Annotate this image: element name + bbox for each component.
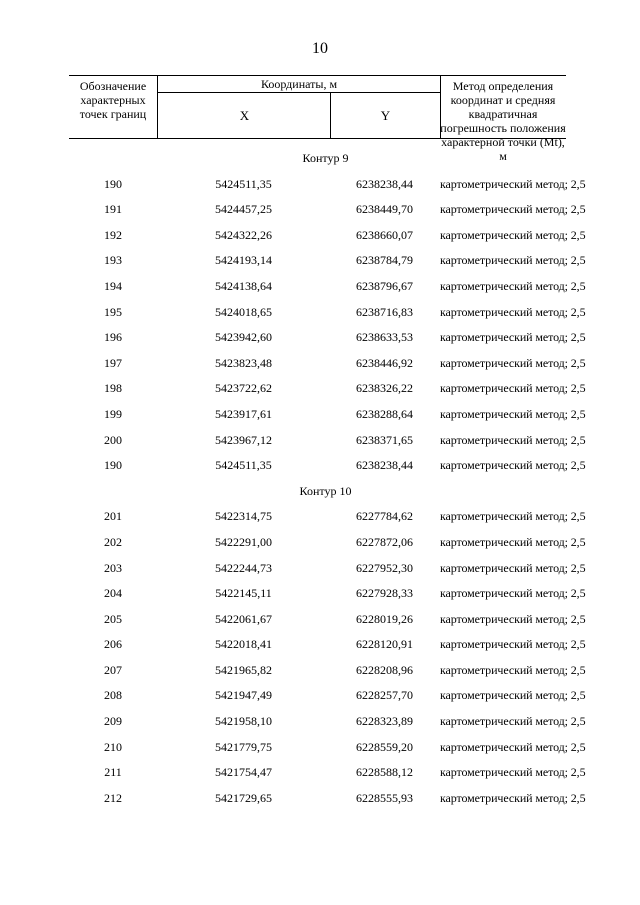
coord-x: 5421729,65	[215, 790, 272, 805]
coord-x: 5421779,75	[215, 739, 272, 754]
coord-x: 5423722,62	[215, 381, 272, 396]
method-cell: картометрический метод; 2,5	[440, 406, 586, 421]
coord-x: 5424457,25	[215, 202, 272, 217]
point-number: 206	[104, 637, 122, 652]
coord-y: 6238796,67	[356, 278, 413, 293]
coord-x: 5424138,64	[215, 278, 272, 293]
coord-y: 6228120,91	[356, 637, 413, 652]
point-number: 212	[104, 790, 122, 805]
method-cell: картометрический метод; 2,5	[440, 432, 586, 447]
point-number: 208	[104, 688, 122, 703]
coord-y: 6228555,93	[356, 790, 413, 805]
method-cell: картометрический метод; 2,5	[440, 509, 586, 524]
coord-x: 5422314,75	[215, 509, 272, 524]
method-cell: картометрический метод; 2,5	[440, 637, 586, 652]
table-row	[69, 530, 586, 556]
header-x: X	[157, 93, 331, 138]
coord-x: 5424322,26	[215, 227, 272, 242]
table-row	[69, 325, 586, 351]
table-row	[69, 581, 586, 607]
coord-x: 5423823,48	[215, 355, 272, 370]
coord-x: 5424511,35	[215, 176, 272, 191]
coord-y: 6228559,20	[356, 739, 413, 754]
coord-x: 5423942,60	[215, 330, 272, 345]
point-number: 198	[104, 381, 122, 396]
method-cell: картометрический метод; 2,5	[440, 662, 586, 677]
coord-x: 5423917,61	[215, 406, 272, 421]
point-number: 211	[104, 765, 122, 780]
coord-x: 5422244,73	[215, 560, 272, 575]
coord-x: 5423967,12	[215, 432, 272, 447]
coord-x: 5422291,00	[215, 534, 272, 549]
method-cell: картометрический метод; 2,5	[440, 790, 586, 805]
coord-y: 6227784,62	[356, 509, 413, 524]
coord-y: 6228019,26	[356, 611, 413, 626]
table-row	[69, 351, 586, 377]
point-number: 200	[104, 432, 122, 447]
method-cell: картометрический метод; 2,5	[440, 330, 586, 345]
point-number: 199	[104, 406, 122, 421]
coord-x: 5421965,82	[215, 662, 272, 677]
point-number: 192	[104, 227, 122, 242]
table-row	[69, 658, 586, 684]
point-number: 204	[104, 586, 122, 601]
table-row	[69, 300, 586, 326]
header-coordinates: Координаты, м	[157, 76, 441, 93]
table-row	[69, 760, 586, 786]
coord-y: 6238633,53	[356, 330, 413, 345]
method-cell: картометрический метод; 2,5	[440, 739, 586, 754]
method-cell: картометрический метод; 2,5	[440, 611, 586, 626]
coord-x: 5424193,14	[215, 253, 272, 268]
table-row	[69, 172, 586, 198]
header-method: Метод определения координат и средняя квадратичная погрешность положения характерной точки (Mt), м	[440, 79, 566, 163]
point-number: 207	[104, 662, 122, 677]
point-number: 195	[104, 304, 122, 319]
method-cell: картометрический метод; 2,5	[440, 458, 586, 473]
method-cell: картометрический метод; 2,5	[440, 381, 586, 396]
coord-x: 5422061,67	[215, 611, 272, 626]
table-row	[69, 223, 586, 249]
table-row	[69, 274, 586, 300]
table-body	[69, 146, 586, 811]
coord-y: 6228208,96	[356, 662, 413, 677]
coord-y: 6238449,70	[356, 202, 413, 217]
method-cell: картометрический метод; 2,5	[440, 534, 586, 549]
table-row	[69, 197, 586, 223]
coord-x: 5424511,35	[215, 458, 272, 473]
coord-y: 6238446,92	[356, 355, 413, 370]
table-row	[69, 709, 586, 735]
coord-y: 6227928,33	[356, 586, 413, 601]
coord-x: 5422018,41	[215, 637, 272, 652]
coord-x: 5421947,49	[215, 688, 272, 703]
method-cell: картометрический метод; 2,5	[440, 560, 586, 575]
table-row	[69, 504, 586, 530]
coord-x: 5421754,47	[215, 765, 272, 780]
coord-y: 6238371,65	[356, 432, 413, 447]
coord-y: 6228588,12	[356, 765, 413, 780]
point-number: 196	[104, 330, 122, 345]
coord-y: 6228323,89	[356, 714, 413, 729]
point-number: 191	[104, 202, 122, 217]
table-row	[69, 786, 586, 812]
method-cell: картометрический метод; 2,5	[440, 227, 586, 242]
method-cell: картометрический метод; 2,5	[440, 688, 586, 703]
header-y: Y	[330, 93, 441, 138]
method-cell: картометрический метод; 2,5	[440, 586, 586, 601]
point-number: 210	[104, 739, 122, 754]
coord-y: 6238326,22	[356, 381, 413, 396]
method-cell: картометрический метод; 2,5	[440, 714, 586, 729]
coord-y: 6238238,44	[356, 458, 413, 473]
table-row	[69, 607, 586, 633]
coord-x: 5421958,10	[215, 714, 272, 729]
method-cell: картометрический метод; 2,5	[440, 253, 586, 268]
coord-y: 6228257,70	[356, 688, 413, 703]
table-row	[69, 683, 586, 709]
coord-y: 6227872,06	[356, 534, 413, 549]
page-number: 10	[312, 40, 328, 57]
point-number: 203	[104, 560, 122, 575]
point-number: 202	[104, 534, 122, 549]
point-number: 209	[104, 714, 122, 729]
method-cell: картометрический метод; 2,5	[440, 176, 586, 191]
table-row	[69, 248, 586, 274]
table-row	[69, 735, 586, 761]
point-number: 201	[104, 509, 122, 524]
method-cell: картометрический метод; 2,5	[440, 355, 586, 370]
method-cell: картометрический метод; 2,5	[440, 304, 586, 319]
coord-y: 6238716,83	[356, 304, 413, 319]
coord-y: 6238660,07	[356, 227, 413, 242]
method-cell: картометрический метод; 2,5	[440, 278, 586, 293]
coord-y: 6238288,64	[356, 406, 413, 421]
coord-y: 6238238,44	[356, 176, 413, 191]
table-row	[69, 632, 586, 658]
contour-heading: Контур 9	[302, 151, 349, 165]
point-number: 193	[104, 253, 122, 268]
contour-heading: Контур 10	[299, 483, 352, 498]
method-cell: картометрический метод; 2,5	[440, 202, 586, 217]
coord-x: 5422145,11	[215, 586, 272, 601]
table-row	[69, 453, 586, 479]
method-cell: картометрический метод; 2,5	[440, 765, 586, 780]
coord-y: 6238784,79	[356, 253, 413, 268]
table-row	[69, 556, 586, 582]
coord-y: 6227952,30	[356, 560, 413, 575]
header-point-designation: Обозначение характерных точек границ	[79, 79, 147, 121]
point-number: 190	[104, 176, 122, 191]
point-number: 194	[104, 278, 122, 293]
point-number: 205	[104, 611, 122, 626]
point-number: 197	[104, 355, 122, 370]
table-row	[69, 402, 586, 428]
table-row	[69, 428, 586, 454]
table-row	[69, 376, 586, 402]
point-number: 190	[104, 458, 122, 473]
coord-x: 5424018,65	[215, 304, 272, 319]
